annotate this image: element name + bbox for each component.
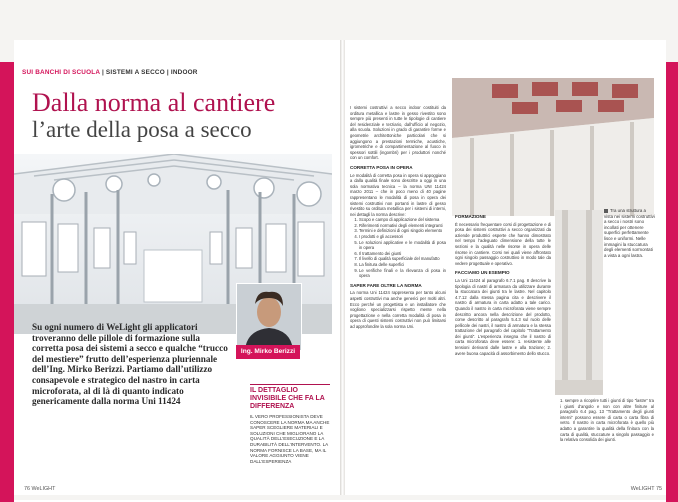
column3-text: 1. sempre a ricoprire tutti i giunti di tipo “lastre” tra i giunti d’angolo e non con altre finiture al paragrafo 6.4 pag. 13 “Trattamento degli giunti interni” possono essere di carta o carta fibra di vetro. Il nastro in carta microforata è quello più adatto a garantire la qualità della finitura con la carta di qualità, stuccature a singolo passaggio e la relativa consolida dei giunti.: [560, 398, 654, 443]
column2-heading: FORMAZIONE: [455, 214, 486, 219]
caption-marker-icon: [604, 209, 608, 213]
section-tag-part3: INDOOR: [170, 69, 198, 76]
ceiling-photo-graphic: [452, 78, 654, 216]
column1-heading: CORRETTA POSA IN OPERA: [350, 164, 413, 170]
column1-text: Le modalità di corretta posa in opera si appoggiano a dalla qualità finale sono descritte a oggi in una sola normativa tecnica – la norma UNI 11424 marzo 2011 – che in poco meno di 40 pagine rappresentano le modalità di posa in opera dei sistemi costruttivi non portanti in lastre di gesso rivestito su orditura metallica per i sistemi di interni, nei dettagli la norma descrive:: [350, 172, 446, 217]
section-separator-1: |: [101, 69, 106, 76]
list-item: 5. Le soluzioni applicative e le modalità di posa in opera: [359, 240, 446, 251]
portrait-graphic: [237, 284, 301, 350]
sidebar-body: IL VERO PROFESSIONISTA DEVE CONOSCERE LA NORMA MA ANCHE SAPER SCEGLIERE MATERIALI E SOLUZIONI CHE MIGLIORANO LA QUALITÀ DELL’ESECUZIONE E LA DURABILITÀ DELL’INTERVENTO. LA NORMA FORNISCE LA BASE, MA IL VALORE AGGIUNTO VIENE DALL’ESPERIENZA: [250, 414, 330, 464]
page-gutter: [340, 40, 345, 495]
norm-contents-list: [350, 217, 446, 279]
list-item: 1. Scopo e campo di applicazione del sistema: [359, 217, 446, 223]
folio-right: WeLIGHT 75: [630, 486, 662, 492]
column2-text: È necessario frequentare corsi di progettazione e di posa dei sistemi costruttivi a secco organizzati da aziende produttrici esperte che hanno dimostrato nel tempo l’adeguato dimensione della tutte le sezioni e la qualità nelle risorse in opera delle risorse in cantiere. Corsi nei quali viene affrontato ogni singolo passaggio costruttivo in modo tale da vedere progettuale e operativo.: [455, 221, 551, 266]
section-tag: [22, 69, 198, 76]
list-item: 7. Il livello di qualità superficiale del manufatto: [359, 256, 446, 262]
article-lead: Su ogni numero di WeLight gli applicatori troveranno delle pillole di formazione sulla corretta posa dei sistemi a secco e qualche “trucco del mestiere” frutto dell’esperienza pluriennale dell’Ing. Mirko Berizzi. Partiamo dall’utilizzo consapevole e strategico del nastro in carta microforata, al di là di quanto indicato genericamente dalla norma Uni 11424: [32, 322, 228, 407]
wall-joint-photo: [555, 210, 603, 395]
article-title-line1: Dalla norma al cantiere: [32, 88, 276, 117]
list-item: 9. Le verifiche finali e la rilevanza di posa in opera: [359, 268, 446, 279]
article-column-3: [560, 398, 654, 443]
article-column-2: [455, 210, 551, 356]
portrait-photo: [236, 283, 302, 351]
photo-caption-text: Tra una struttura a vista nei sistemi costruttivi a secco i nostri sono incollati per ottenere superfici perfettamente lisce e uniformi. Nelle immagini la stuccatura degli elementi sormontati a vista a ogni lastra.: [604, 208, 655, 258]
folio-left: 76 WeLIGHT: [24, 486, 56, 492]
ceiling-work-photo: [452, 78, 654, 216]
sidebar-box: [250, 384, 330, 464]
section-tag-part2: SISTEMI A SECCO: [105, 69, 165, 76]
list-item: 2. Riferimenti normativi degli elementi integranti: [359, 223, 446, 229]
column1-intro: I sistemi costruttivi a secco indoor costituiti da orditura metallica e lastre in gesso rivestito sono sempre più presenti in tutte le tipologie di cantiere del residenziale e terziario, dall’ufficio al negozio, alla scuola. Soluzioni in grado di garantire forme e geometrie architettoniche particolari che si aggiungono a prestazioni termiche, acustiche, igrometriche e di compartimentazione al fuoco in spessori sottili (ingombri) per i produttori nonché con un comfort.: [350, 105, 446, 161]
photo-caption: [604, 208, 656, 258]
section-tag-part1: SUI BANCHI DI SCUOLA: [22, 69, 100, 76]
right-page-edge-band: [666, 62, 678, 502]
column2-heading-2: FACCIAMO UN ESEMPIO: [455, 270, 510, 276]
column2-text-2: La Uni 11424 al paragrafo 6.7.1 pag. 8 descrive la tipologia di nastri di armatura da utilizzare durante la stuccatura dei giunti tra le lastre. Nel capitolo 4.7.12 dalla stessa pagina cita e descrivere il nastro di armatura in carta adatto a tale carico. Quando il nastro in carta microforata viene sempre descritto ancora nella descrizione del prodotto, come descritto al paragrafo 5.4.3 sul ruolo delle pellicole dei nastri, il nastro di armatura e la stessa trattazione del paragrafo del capitolo “Trattamento dei giunti”. L’esperienza insegna che il nastro di carta microforata deve essere: 1. resistente alle tensioni derivanti dalle lastre e alla trazione; 2. avere buona capacità di assorbimento dello stucco.: [455, 277, 551, 356]
list-item: 3. Termini e definizioni di ogni singolo elemento: [359, 228, 446, 234]
wall-photo-graphic: [555, 210, 603, 395]
left-page-edge-band: [0, 62, 14, 502]
article-column-1: [350, 105, 446, 330]
sidebar-title: IL DETTAGLIO INVISIBILE CHE FA LA DIFFERENZA: [250, 384, 330, 411]
list-item: 4. I prodotti e gli accessori: [359, 234, 446, 240]
column1-heading-2: SAPER FARE OLTRE LA NORMA: [350, 282, 422, 288]
list-item: 8. La finitura delle superfici: [359, 262, 446, 268]
list-item: 6. Il trattamento dei giunti: [359, 251, 446, 257]
section-separator-2: |: [166, 69, 171, 76]
article-title-line2: l’arte della posa a secco: [32, 117, 252, 142]
portrait-caption: Ing. Mirko Berizzi: [236, 345, 300, 359]
column1-text-2: La norma Uni 11424 rappresenta per tanto alcuni aspetti costruttivi ma anche generici per molti altri. Ecco perché un progettista e un installatore che vogliono specializzarsi rispetto mente nella progettazione e nella corretta modalità di posa in opera di questi sistemi costruttivi non può limitarsi ad approfondire la sola norma Uni.: [350, 290, 446, 329]
